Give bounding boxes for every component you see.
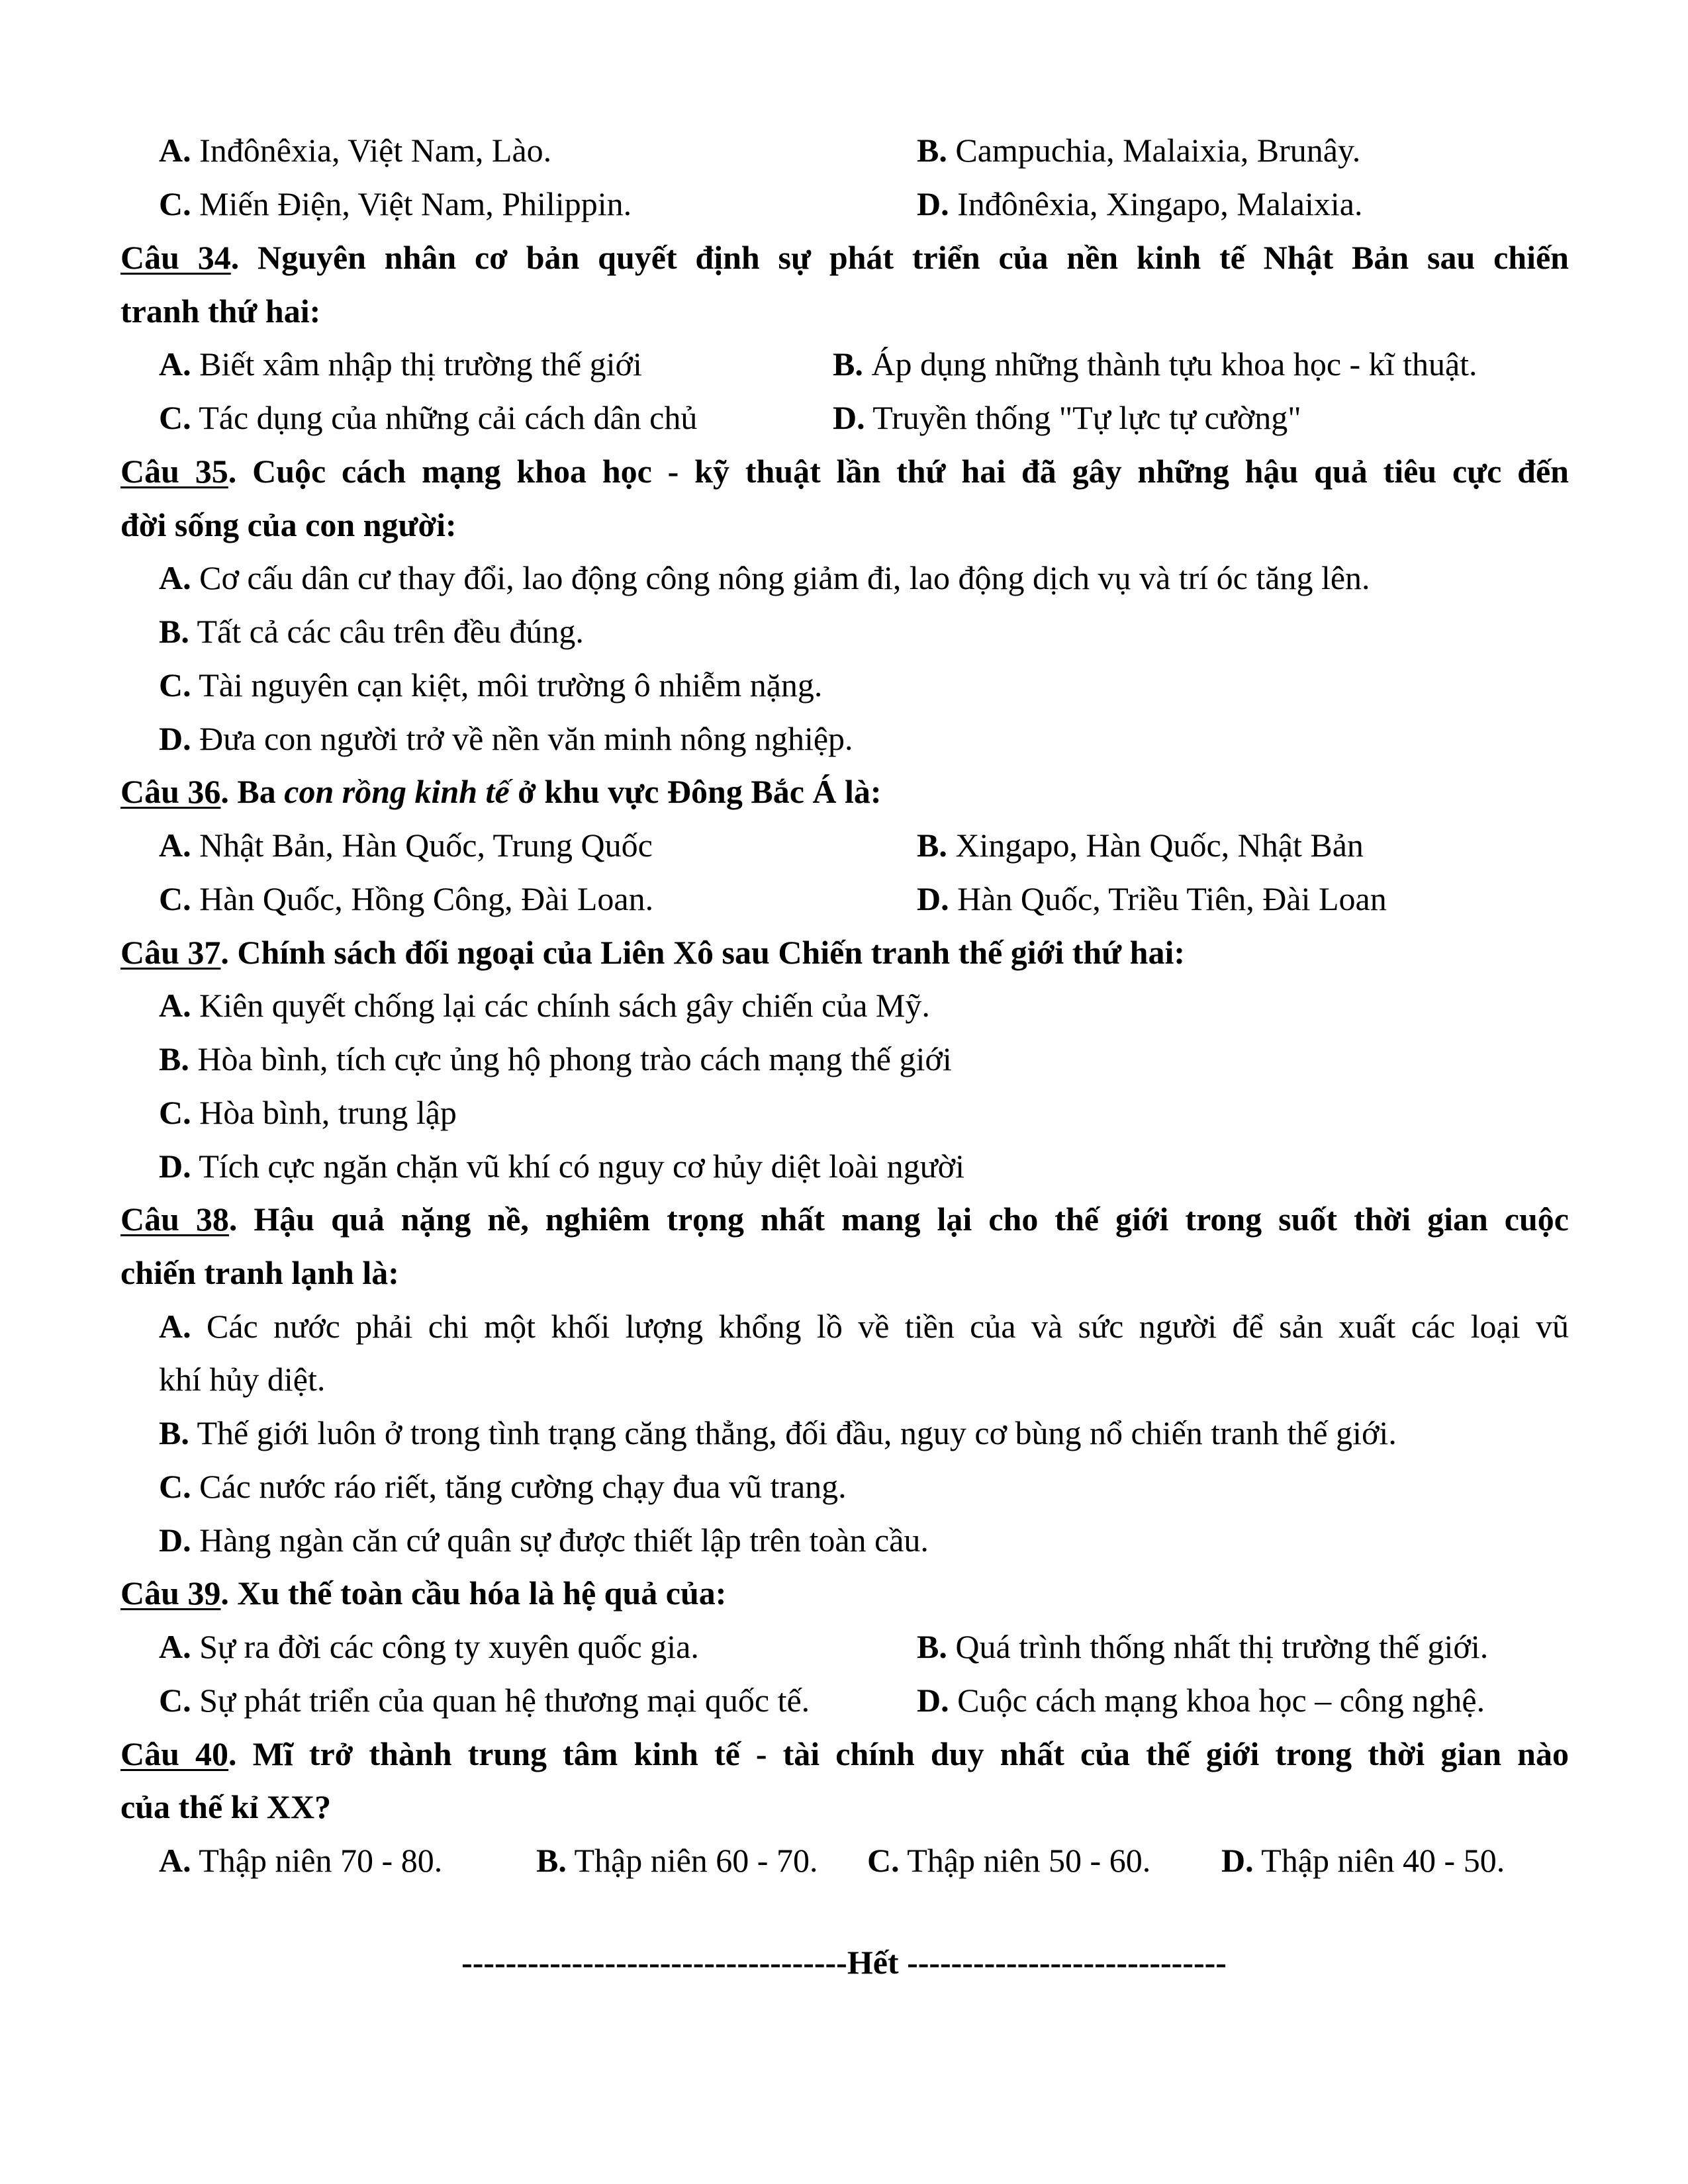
q36-text-post: ở khu vực Đông Bắc Á là: bbox=[509, 773, 882, 810]
q37-text: . Chính sách đối ngoại của Liên Xô sau Chiến tranh thế giới thứ hai: bbox=[220, 934, 1186, 971]
q40-label: Câu 40 bbox=[120, 1735, 229, 1772]
option-key: A. bbox=[159, 132, 191, 169]
option-key: D. bbox=[1221, 1842, 1254, 1879]
q34-question-line-2 bbox=[120, 291, 320, 331]
option-text: Thập niên 70 - 80. bbox=[199, 1842, 443, 1879]
option-text: Thế giới luôn ở trong tình trạng căng thẳng, đối đầu, nguy cơ bùng nổ chiến tranh thế giới. bbox=[197, 1414, 1397, 1451]
option-text: Hàn Quốc, Triều Tiên, Đài Loan bbox=[957, 880, 1387, 917]
option-text: Đưa con người trở về nền văn minh nông nghiệp. bbox=[199, 720, 853, 757]
q36-text-italic: con rồng kinh tế bbox=[284, 773, 510, 810]
q37-option-d bbox=[159, 1146, 964, 1186]
option-key: C. bbox=[159, 880, 191, 917]
q37-option-c bbox=[159, 1093, 457, 1132]
option-key: D. bbox=[159, 1148, 191, 1185]
option-key: A. bbox=[159, 987, 191, 1024]
option-text: Sự phát triển của quan hệ thương mại quốc tế. bbox=[199, 1682, 810, 1719]
option-key: B. bbox=[159, 613, 189, 650]
q34-option-d bbox=[833, 398, 1301, 437]
option-key: C. bbox=[159, 399, 191, 436]
option-text: Nhật Bản, Hàn Quốc, Trung Quốc bbox=[199, 827, 653, 864]
q38-question-line-1 bbox=[120, 1199, 1569, 1239]
option-text: Biết xâm nhập thị trường thế giới bbox=[199, 345, 642, 383]
option-text: Inđônêxia, Việt Nam, Lào. bbox=[199, 132, 552, 169]
option-key: B. bbox=[833, 345, 863, 383]
option-key: C. bbox=[159, 185, 191, 222]
q38-option-a-continued bbox=[159, 1359, 325, 1399]
q38-option-d bbox=[159, 1520, 929, 1560]
q40-question-line-1 bbox=[120, 1734, 1569, 1774]
option-key: C. bbox=[159, 666, 191, 704]
q35-question-line-1 bbox=[120, 451, 1569, 491]
q40-option-b bbox=[536, 1841, 818, 1880]
q37-option-a bbox=[159, 985, 930, 1025]
option-text: Miến Điện, Việt Nam, Philippin. bbox=[199, 185, 632, 222]
q36-question-line-1 bbox=[120, 772, 882, 811]
q38-option-c bbox=[159, 1467, 847, 1506]
option-key: B. bbox=[159, 1414, 189, 1451]
q35-question-line-2 bbox=[120, 505, 457, 545]
end-of-exam-marker bbox=[0, 1942, 1688, 1982]
option-text: Cơ cấu dân cư thay đổi, lao động công nông giảm đi, lao động dịch vụ và trí óc tăng lên. bbox=[199, 559, 1370, 596]
option-text: Các nước phải chi một khối lượng khổng lồ về tiền của và sức người để sản xuất các loại vũ bbox=[207, 1308, 1570, 1345]
option-text: Truyền thống "Tự lực tự cường" bbox=[872, 399, 1301, 436]
q40-option-c bbox=[867, 1841, 1150, 1880]
option-key: D. bbox=[159, 720, 191, 757]
option-key: A. bbox=[159, 559, 191, 596]
option-key: C. bbox=[159, 1682, 191, 1719]
q36-label: Câu 36 bbox=[120, 773, 221, 810]
q40-text: . Mĩ trở thành trung tâm kinh tế - tài chính duy nhất của thế giới trong thời gian nào bbox=[228, 1735, 1569, 1772]
q35-option-b bbox=[159, 612, 584, 651]
option-text: Thập niên 50 - 60. bbox=[907, 1842, 1151, 1879]
option-key: D. bbox=[833, 399, 865, 436]
q38-option-b bbox=[159, 1413, 1397, 1453]
q35-text: . Cuộc cách mạng khoa học - kỹ thuật lần thứ hai đã gây những hậu quả tiêu cực đến bbox=[228, 453, 1569, 490]
q38-text-cont: chiến tranh lạnh là: bbox=[120, 1254, 399, 1291]
q33-option-b bbox=[917, 130, 1360, 170]
footer-left-dashes: ----------------------------------- bbox=[461, 1944, 847, 1981]
option-text: Hàn Quốc, Hồng Công, Đài Loan. bbox=[199, 880, 654, 917]
q38-question-line-2 bbox=[120, 1253, 399, 1293]
option-text: Thập niên 40 - 50. bbox=[1261, 1842, 1505, 1879]
option-text: Tích cực ngăn chặn vũ khí có nguy cơ hủy diệt loài người bbox=[199, 1148, 965, 1185]
q37-question-line-1 bbox=[120, 933, 1185, 972]
option-key: B. bbox=[917, 827, 947, 864]
footer-right-dashes: ----------------------------- bbox=[898, 1944, 1227, 1981]
option-key: D. bbox=[917, 1682, 949, 1719]
q34-question-line-1 bbox=[120, 238, 1569, 277]
q33-option-a bbox=[159, 130, 551, 170]
option-key: B. bbox=[536, 1842, 567, 1879]
q34-text-cont: tranh thứ hai: bbox=[120, 293, 321, 330]
q35-option-c bbox=[159, 665, 822, 705]
option-key: A. bbox=[159, 345, 191, 383]
q35-option-a bbox=[159, 558, 1370, 598]
q38-option-a bbox=[159, 1306, 1569, 1346]
q35-label: Câu 35 bbox=[120, 453, 228, 490]
q35-text-cont: đời sống của con người: bbox=[120, 506, 457, 543]
option-key: D. bbox=[917, 880, 949, 917]
q38-label: Câu 38 bbox=[120, 1201, 229, 1238]
q36-text-pre: . Ba bbox=[220, 773, 285, 810]
q37-option-b bbox=[159, 1039, 952, 1079]
option-key: C. bbox=[867, 1842, 900, 1879]
option-text: Xingapo, Hàn Quốc, Nhật Bản bbox=[955, 827, 1364, 864]
option-key: C. bbox=[159, 1094, 191, 1131]
q34-text: . Nguyên nhân cơ bản quyết định sự phát triển của nền kinh tế Nhật Bản sau chiến bbox=[230, 239, 1569, 276]
option-text: Campuchia, Malaixia, Brunây. bbox=[955, 132, 1361, 169]
option-key: B. bbox=[917, 132, 947, 169]
option-text: Tài nguyên cạn kiệt, môi trường ô nhiễm nặng. bbox=[199, 666, 823, 704]
q39-label: Câu 39 bbox=[120, 1574, 221, 1612]
option-key: D. bbox=[159, 1522, 191, 1559]
q37-label: Câu 37 bbox=[120, 934, 221, 971]
q39-option-a bbox=[159, 1627, 699, 1666]
option-text: Thập niên 60 - 70. bbox=[574, 1842, 818, 1879]
option-key: A. bbox=[159, 827, 191, 864]
option-text: Hàng ngàn căn cứ quân sự được thiết lập trên toàn cầu. bbox=[199, 1522, 929, 1559]
option-text-cont: khí hủy diệt. bbox=[159, 1361, 326, 1398]
option-text: Inđônêxia, Xingapo, Malaixia. bbox=[957, 185, 1363, 222]
option-text: Tác dụng của những cải cách dân chủ bbox=[199, 399, 698, 436]
option-text: Cuộc cách mạng khoa học – công nghệ. bbox=[957, 1682, 1485, 1719]
q40-text-cont: của thế kỉ XX? bbox=[120, 1788, 332, 1825]
q33-option-d bbox=[917, 184, 1362, 224]
q39-option-b bbox=[917, 1627, 1488, 1666]
q36-option-d bbox=[917, 879, 1387, 919]
option-text: Kiên quyết chống lại các chính sách gây chiến của Mỹ. bbox=[199, 987, 930, 1024]
q36-option-c bbox=[159, 879, 653, 919]
option-text: Sự ra đời các công ty xuyên quốc gia. bbox=[199, 1628, 699, 1665]
option-text: Các nước ráo riết, tăng cường chạy đua vũ trang. bbox=[199, 1468, 847, 1505]
q39-text: . Xu thế toàn cầu hóa là hệ quả của: bbox=[220, 1574, 727, 1612]
footer-word: Hết bbox=[847, 1944, 899, 1981]
q33-option-c bbox=[159, 184, 632, 224]
option-key: B. bbox=[917, 1628, 947, 1665]
q36-option-a bbox=[159, 825, 653, 865]
option-key: B. bbox=[159, 1040, 189, 1077]
q34-option-a bbox=[159, 344, 642, 384]
q40-option-a bbox=[159, 1841, 442, 1880]
option-text: Tất cả các câu trên đều đúng. bbox=[197, 613, 584, 650]
option-text: Quá trình thống nhất thị trường thế giới. bbox=[955, 1628, 1489, 1665]
option-text: Hòa bình, trung lập bbox=[199, 1094, 457, 1131]
q38-text: . Hậu quả nặng nề, nghiêm trọng nhất mang lại cho thế giới trong suốt thời gian cuộc bbox=[228, 1201, 1569, 1238]
q34-option-b bbox=[833, 344, 1477, 384]
option-key: D. bbox=[917, 185, 949, 222]
q35-option-d bbox=[159, 719, 853, 758]
q40-question-line-2 bbox=[120, 1787, 331, 1827]
q36-option-b bbox=[917, 825, 1364, 865]
q40-option-d bbox=[1221, 1841, 1505, 1880]
option-key: A. bbox=[159, 1628, 191, 1665]
option-key: A. bbox=[159, 1842, 191, 1879]
q34-label: Câu 34 bbox=[120, 239, 231, 276]
q39-question-line-1 bbox=[120, 1573, 726, 1613]
q39-option-d bbox=[917, 1680, 1485, 1720]
option-key: C. bbox=[159, 1468, 191, 1505]
option-text: Hòa bình, tích cực ủng hộ phong trào cách mạng thế giới bbox=[197, 1040, 952, 1077]
option-key: A. bbox=[159, 1308, 191, 1345]
q34-option-c bbox=[159, 398, 697, 437]
option-text: Áp dụng những thành tựu khoa học - kĩ thuật. bbox=[871, 345, 1477, 383]
q39-option-c bbox=[159, 1680, 810, 1720]
